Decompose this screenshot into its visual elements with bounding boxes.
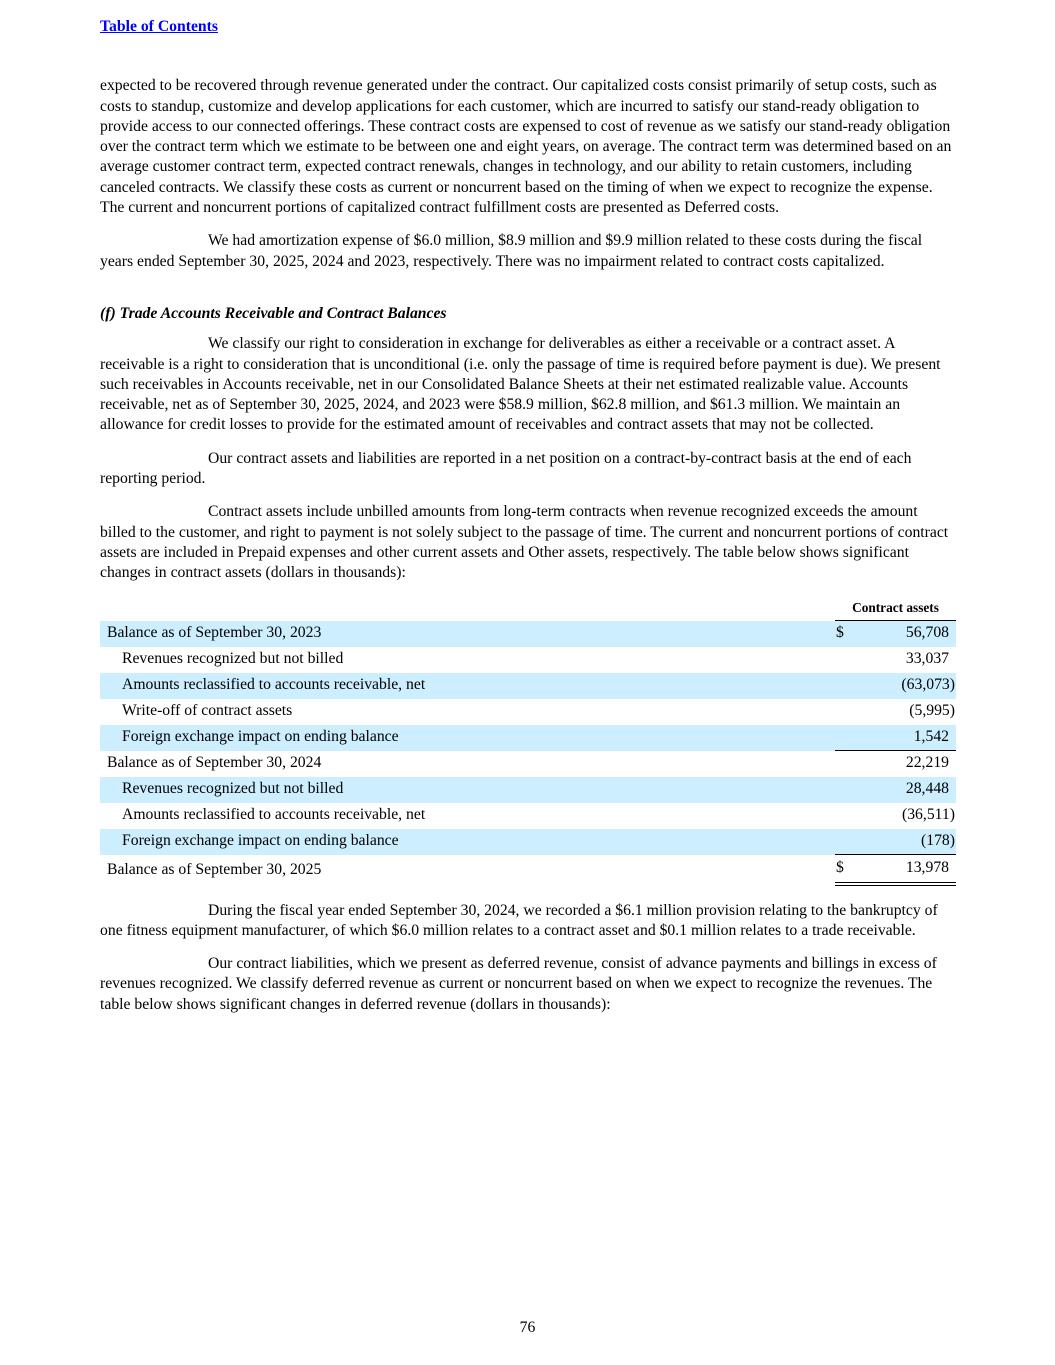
currency-symbol: $: [836, 859, 844, 877]
row-label: Write-off of contract assets: [122, 702, 293, 720]
table-row-revenues-recognized: [100, 647, 956, 673]
table-row-balance-2025: [100, 855, 956, 886]
paragraph-bankruptcy-provision: During the fiscal year ended September 30, 2024, we recorded a $6.1 million provision relating to the bankruptcy of one fitness equipment manufacturer, of which $6.0 million relates to a contract asset and $0.1 million relates to a trade receivable.: [100, 901, 938, 939]
row-label: Amounts reclassified to accounts receivable, net: [122, 806, 426, 824]
table-row-amounts-reclassified-2: [100, 803, 956, 829]
row-label: Balance as of September 30, 2024: [107, 754, 322, 772]
table-row-fx-impact-2025: [100, 829, 956, 855]
page-content: [100, 17, 956, 1015]
row-value: 22,219: [905, 754, 949, 772]
toc-link-row: [100, 17, 956, 37]
table-row-write-off: [100, 699, 956, 725]
row-value: (36,511): [901, 806, 955, 824]
row-label: Revenues recognized but not billed: [122, 650, 344, 668]
column-header-contract-assets: Contract assets: [835, 598, 956, 621]
row-value: 1,542: [913, 727, 949, 745]
contract-assets-table: [100, 598, 956, 886]
row-label: Balance as of September 30, 2023: [107, 624, 322, 642]
table-row-fx-impact-2024: [100, 725, 956, 751]
section-heading-trade-accounts-receivable: (f) Trade Accounts Receivable and Contract Balances: [100, 304, 447, 322]
table-row-amounts-reclassified: [100, 673, 956, 699]
table-of-contents-link[interactable]: Table of Contents: [100, 18, 218, 35]
row-value: 28,448: [905, 780, 949, 798]
paragraph-capitalized-costs: expected to be recovered through revenue generated under the contract. Our capitalized costs consist primarily of setup costs, such as costs to standup, customize and develop applications for each customer, which are incurred to satisfy our stand-ready obligation to provide access to our connected offerings. These contract costs are expensed to cost of revenue as we satisfy our stand-ready obligation over the contract term which we estimate to be between one and eight years, on average. The contract term was determined based on an average customer contract term, expected contract renewals, changes in technology, and our ability to retain customers, including canceled contracts. We classify these costs as current or noncurrent based on the timing of when we expect to recognize the expense. The current and noncurrent portions of capitalized contract fulfillment costs are presented as Deferred costs.: [100, 77, 952, 217]
row-value: (178): [921, 831, 955, 849]
paragraph-contract-liabilities: Our contract liabilities, which we present as deferred revenue, consist of advance payments and billings in excess of revenues recognized. We classify deferred revenue as current or noncurrent based on when we expect to recognize the revenues. The table below shows significant changes in deferred revenue (dollars in thousands):: [100, 955, 937, 1013]
row-value: (63,073): [901, 676, 955, 694]
row-value: 56,708: [905, 624, 949, 642]
table-header-row: [100, 598, 956, 621]
row-label: Balance as of September 30, 2025: [107, 860, 322, 878]
row-value: 33,037: [905, 650, 949, 668]
paragraph-contract-assets-intro: Contract assets include unbilled amounts from long-term contracts when revenue recognized exceeds the amount billed to the customer, and right to payment is not solely subject to the passage of time. The current and noncurrent portions of contract assets are included in Prepaid expenses and other current assets and Other assets, respectively. The table below shows significant changes in contract assets (dollars in thousands):: [100, 503, 949, 582]
paragraph-net-position: Our contract assets and liabilities are reported in a net position on a contract-by-contract basis at the end of each reporting period.: [100, 449, 912, 488]
table-row-revenues-recognized-2: [100, 777, 956, 803]
row-label: Foreign exchange impact on ending balance: [122, 728, 399, 746]
row-label: Revenues recognized but not billed: [122, 780, 344, 798]
row-value: 13,978: [905, 859, 949, 877]
currency-symbol: $: [836, 624, 844, 642]
row-value: (5,995): [909, 702, 955, 720]
page-number: 76: [519, 1319, 536, 1336]
table-row-balance-2023: [100, 621, 956, 647]
paragraph-receivable-classification: We classify our right to consideration in exchange for deliverables as either a receivable or a contract asset. A receivable is a right to consideration that is unconditional (i.e. only the passage of time is required before payment is due). We present such receivables in Accounts receivable, net in our Consolidated Balance Sheets at their net estimated realizable value. Accounts receivable, net as of September 30, 2025, 2024, and 2023 were $58.9 million, $62.8 million, and $61.3 million. We maintain an allowance for credit losses to provide for the estimated amount of receivables and contract assets that may not be collected.: [100, 335, 941, 434]
paragraph-amortization-expense: We had amortization expense of $6.0 million, $8.9 million and $9.9 million related to these costs during the fiscal years ended September 30, 2025, 2024 and 2023, respectively. There was no impairment related to contract costs capitalized.: [100, 232, 923, 270]
row-label: Amounts reclassified to accounts receivable, net: [122, 676, 426, 694]
row-label: Foreign exchange impact on ending balance: [122, 832, 399, 850]
table-row-balance-2024: [100, 751, 956, 777]
